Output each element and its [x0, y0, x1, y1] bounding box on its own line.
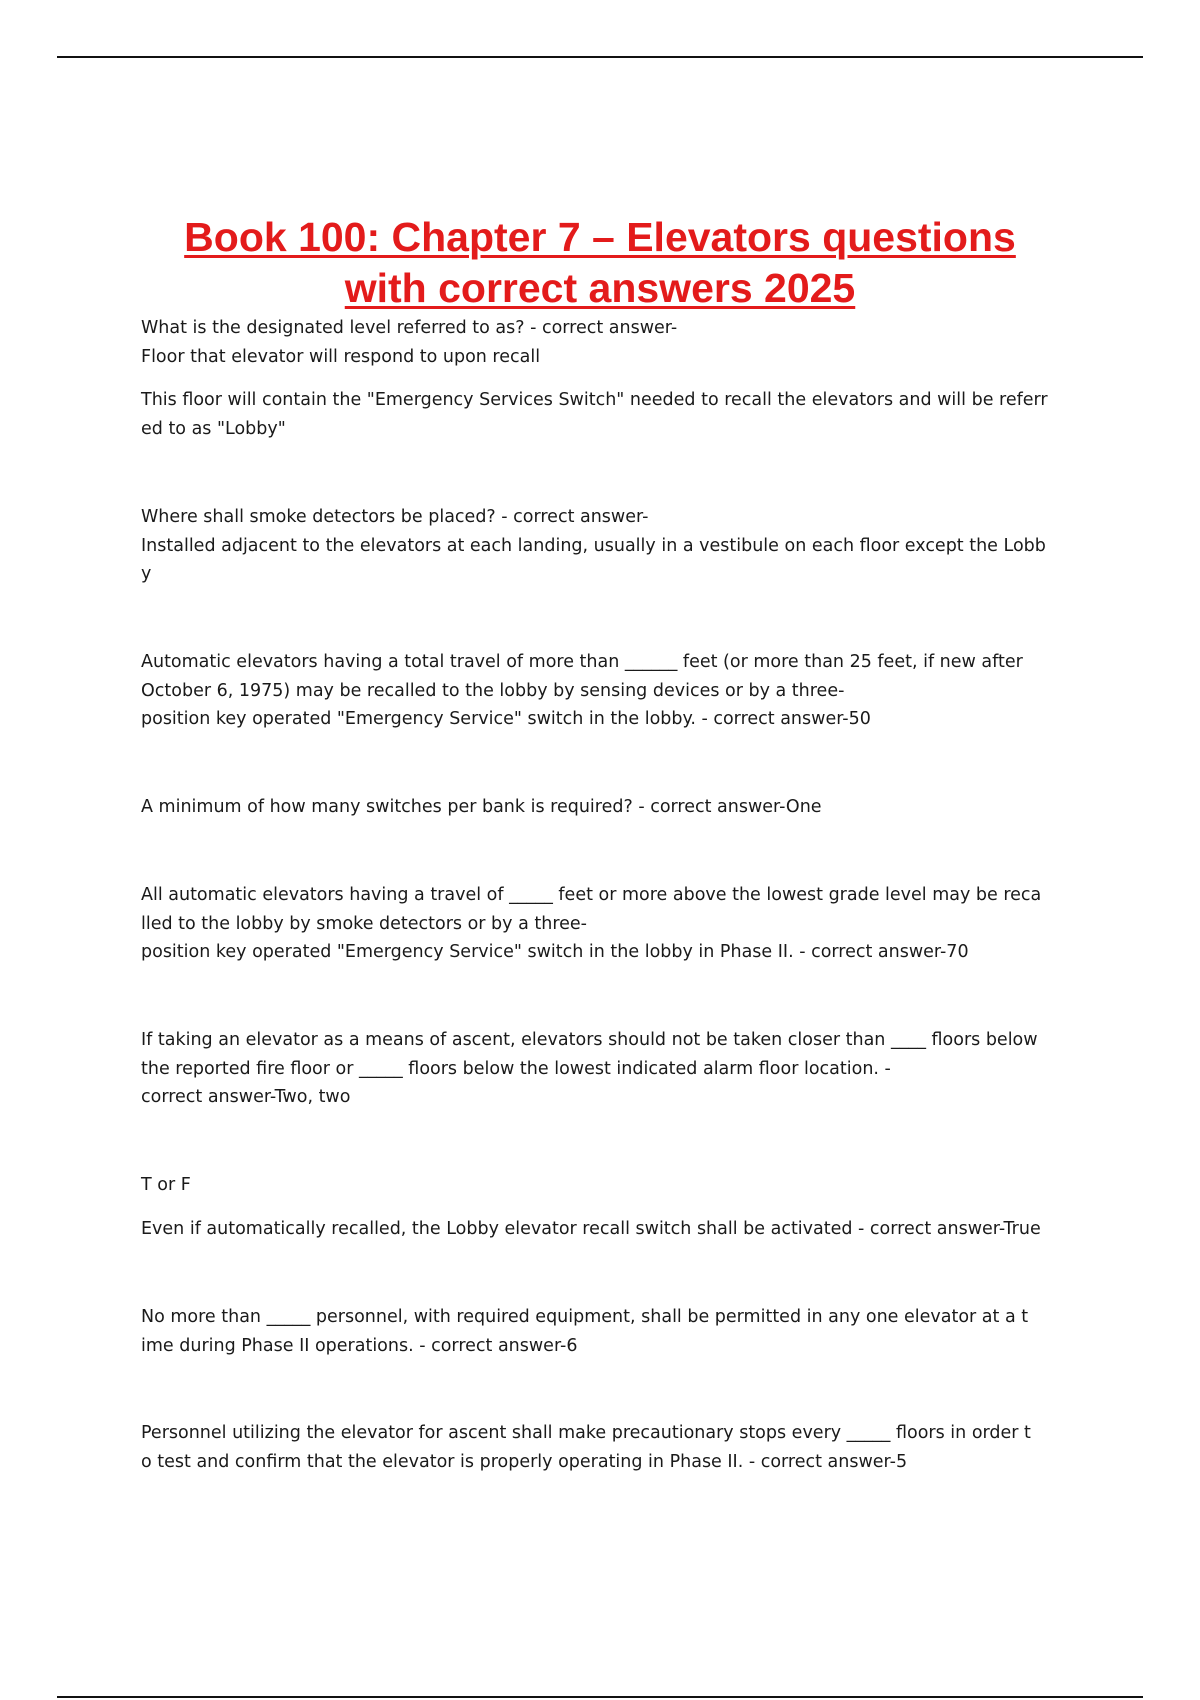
qa-paragraph-8: T or F [141, 1175, 191, 1195]
bottom-rule [57, 1696, 1143, 1698]
qa-paragraph-4: Automatic elevators having a total travel of more than ______ feet (or more than 25 feet, if new after October 6, 1975) may be recalled to the lobby by sensing devices or by a three- position key operated "Emergency Service" switch in the lobby. - correct answer-50 [141, 652, 1023, 729]
qa-paragraph-7: If taking an elevator as a means of ascent, elevators should not be taken closer than ____ floors below the reported fire floor or _____ floors below the lowest indicated alarm floor location. - correct answer-Two, two [141, 1030, 1038, 1107]
qa-paragraph-10: No more than _____ personnel, with required equipment, shall be permitted in any one elevator at a t ime during Phase II operations. - correct answer-6 [141, 1307, 1029, 1356]
document-title [60, 212, 1140, 314]
top-rule [57, 56, 1143, 58]
qa-paragraph-9: Even if automatically recalled, the Lobby elevator recall switch shall be activated - correct answer-True [141, 1219, 1041, 1239]
qa-paragraph-5: A minimum of how many switches per bank is required? - correct answer-One [141, 797, 822, 817]
title-line-1: Book 100: Chapter 7 – Elevators questions [184, 214, 1016, 260]
qa-paragraph-1: What is the designated level referred to as? - correct answer- Floor that elevator will respond to upon recall [141, 318, 678, 367]
qa-paragraph-6: All automatic elevators having a travel of _____ feet or more above the lowest grade level may be reca lled to the lobby by smoke detectors or by a three- position key operated "Emergency Service" switch in the lobby in Phase II. - correct answer-70 [141, 885, 1042, 962]
title-line-2: with correct answers 2025 [344, 265, 856, 311]
qa-paragraph-3: Where shall smoke detectors be placed? - correct answer- Installed adjacent to the elevators at each landing, usually in a vestibule on each floor except the Lobb y [141, 507, 1046, 584]
qa-paragraph-2: This floor will contain the "Emergency Services Switch" needed to recall the elevators and will be referr ed to as "Lobby" [141, 390, 1048, 439]
qa-paragraph-11: Personnel utilizing the elevator for ascent shall make precautionary stops every _____ floors in order t o test and confirm that the elevator is properly operating in Phase II. - correct answer-5 [141, 1423, 1031, 1472]
